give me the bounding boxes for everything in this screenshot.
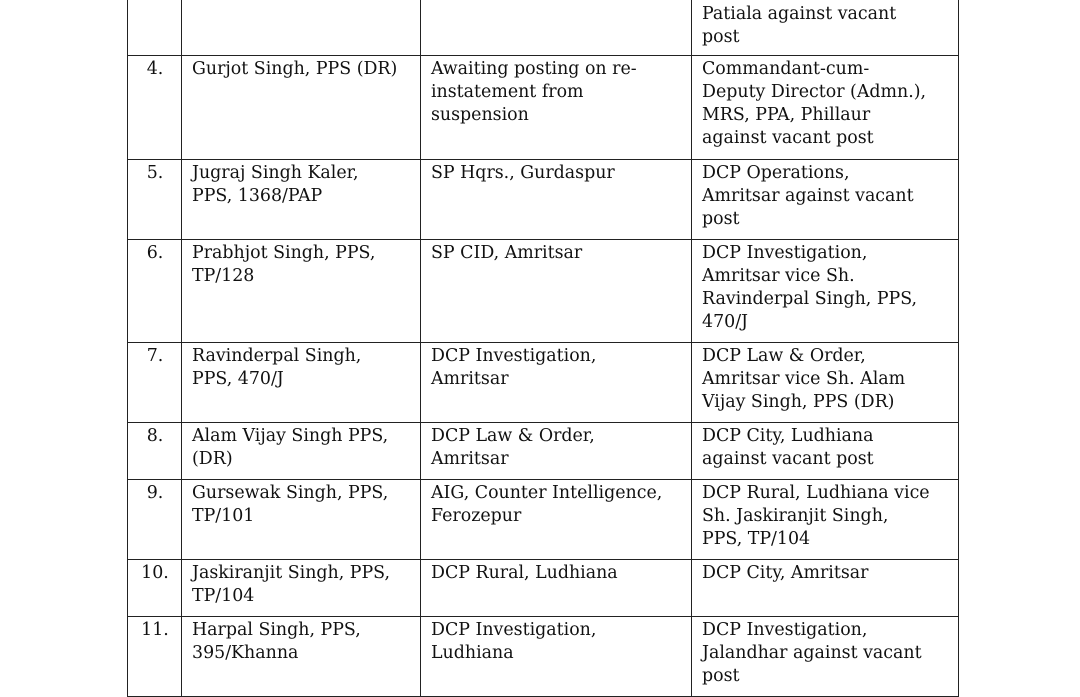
present-posting-cell (421, 240, 692, 343)
new-posting-line: Commandant-cum- (702, 59, 870, 79)
new-posting-line: MRS, PPA, Phillaur (702, 105, 871, 125)
serial-number: 4. (146, 59, 164, 79)
serial-number: 5. (146, 163, 164, 183)
present-posting-line: Ludhiana (431, 643, 514, 663)
officer-name-line: TP/128 (192, 266, 255, 286)
serial-number: 8. (146, 426, 164, 446)
officer-name-line: Alam Vijay Singh PPS, (192, 426, 389, 446)
table-row (128, 343, 959, 423)
table-row (128, 423, 959, 480)
new-posting-line: DCP Investigation, (702, 620, 868, 640)
new-posting-line: Patiala against vacant (702, 4, 897, 24)
officer-name-line: TP/104 (192, 586, 255, 606)
table-row (128, 160, 959, 240)
new-posting-line: DCP City, Amritsar (702, 563, 869, 583)
officer-name-line: Prabhjot Singh, PPS, (192, 243, 376, 263)
new-posting-cell (692, 617, 959, 697)
new-posting-line: PPS, TP/104 (702, 529, 811, 549)
serial-number: 11. (141, 620, 169, 640)
officer-name-cell (182, 617, 421, 697)
table-row (128, 617, 959, 697)
new-posting-cell (692, 480, 959, 560)
new-posting-line: Amritsar vice Sh. Alam (702, 369, 906, 389)
table-row (128, 480, 959, 560)
transfer-table (127, 0, 959, 697)
serial-number-cell (128, 423, 182, 480)
officer-name-line: PPS, 1368/PAP (192, 186, 323, 206)
present-posting-cell (421, 343, 692, 423)
new-posting-line: Amritsar against vacant (702, 186, 914, 206)
new-posting-line: DCP Law & Order, (702, 346, 866, 366)
new-posting-line: Amritsar vice Sh. (702, 266, 855, 286)
officer-name-line: Harpal Singh, PPS, (192, 620, 361, 640)
serial-number-cell (128, 56, 182, 160)
new-posting-line: against vacant post (702, 128, 874, 148)
new-posting-line: Ravinderpal Singh, PPS, (702, 289, 918, 309)
new-posting-cell (692, 240, 959, 343)
table-row (128, 560, 959, 617)
serial-number: 10. (141, 563, 169, 583)
new-posting-line: Deputy Director (Admn.), (702, 82, 927, 102)
present-posting-cell (421, 423, 692, 480)
new-posting-line: DCP Investigation, (702, 243, 868, 263)
present-posting-line: DCP Law & Order, (431, 426, 595, 446)
serial-number-cell (128, 480, 182, 560)
new-posting-cell (692, 160, 959, 240)
serial-number: 9. (146, 483, 164, 503)
present-posting-cell (421, 480, 692, 560)
officer-name-cell (182, 240, 421, 343)
table-row (128, 56, 959, 160)
officer-name-cell (182, 560, 421, 617)
present-posting-cell (421, 560, 692, 617)
present-posting-line: Amritsar (431, 449, 509, 469)
present-posting-line: instatement from (431, 82, 584, 102)
present-posting-line: Amritsar (431, 369, 509, 389)
new-posting-cell (692, 423, 959, 480)
present-posting-cell (421, 0, 692, 56)
serial-number-cell (128, 617, 182, 697)
new-posting-cell (692, 343, 959, 423)
table-row (128, 240, 959, 343)
new-posting-line: DCP Rural, Ludhiana vice (702, 483, 930, 503)
present-posting-line: Ferozepur (431, 506, 522, 526)
officer-name-cell (182, 160, 421, 240)
new-posting-line: post (702, 666, 740, 686)
serial-number: 6. (146, 243, 164, 263)
officer-name-line: Jaskiranjit Singh, PPS, (192, 563, 391, 583)
officer-name-line: TP/101 (192, 506, 255, 526)
officer-name-line: PPS, 470/J (192, 369, 284, 389)
serial-number-cell (128, 0, 182, 56)
new-posting-line: DCP City, Ludhiana (702, 426, 874, 446)
officer-name-line: Ravinderpal Singh, (192, 346, 362, 366)
serial-number-cell (128, 343, 182, 423)
serial-number-cell (128, 160, 182, 240)
table-row (128, 0, 959, 56)
serial-number: 7. (146, 346, 164, 366)
present-posting-line: SP Hqrs., Gurdaspur (431, 163, 615, 183)
officer-name-line: 395/Khanna (192, 643, 299, 663)
serial-number-cell (128, 560, 182, 617)
new-posting-line: against vacant post (702, 449, 874, 469)
present-posting-line: AIG, Counter Intelligence, (431, 483, 663, 503)
new-posting-cell (692, 56, 959, 160)
officer-name-line: Gurjot Singh, PPS (DR) (192, 59, 398, 79)
officer-name-cell (182, 56, 421, 160)
new-posting-line: Vijay Singh, PPS (DR) (702, 392, 895, 412)
new-posting-line: 470/J (702, 312, 749, 332)
present-posting-cell (421, 160, 692, 240)
new-posting-line: Jalandhar against vacant (702, 643, 922, 663)
present-posting-line: DCP Rural, Ludhiana (431, 563, 618, 583)
new-posting-line: Sh. Jaskiranjit Singh, (702, 506, 889, 526)
new-posting-cell (692, 0, 959, 56)
present-posting-line: Awaiting posting on re- (431, 59, 637, 79)
officer-name-line: Jugraj Singh Kaler, (192, 163, 359, 183)
new-posting-line: DCP Operations, (702, 163, 850, 183)
present-posting-line: suspension (431, 105, 529, 125)
new-posting-line: post (702, 27, 740, 47)
officer-name-cell (182, 343, 421, 423)
present-posting-cell (421, 56, 692, 160)
present-posting-cell (421, 617, 692, 697)
present-posting-line: DCP Investigation, (431, 346, 597, 366)
officer-name-cell (182, 0, 421, 56)
officer-name-line: (DR) (192, 449, 233, 469)
new-posting-cell (692, 560, 959, 617)
present-posting-line: DCP Investigation, (431, 620, 597, 640)
new-posting-line: post (702, 209, 740, 229)
serial-number-cell (128, 240, 182, 343)
officer-name-cell (182, 480, 421, 560)
officer-name-cell (182, 423, 421, 480)
officer-name-line: Gursewak Singh, PPS, (192, 483, 389, 503)
present-posting-line: SP CID, Amritsar (431, 243, 583, 263)
